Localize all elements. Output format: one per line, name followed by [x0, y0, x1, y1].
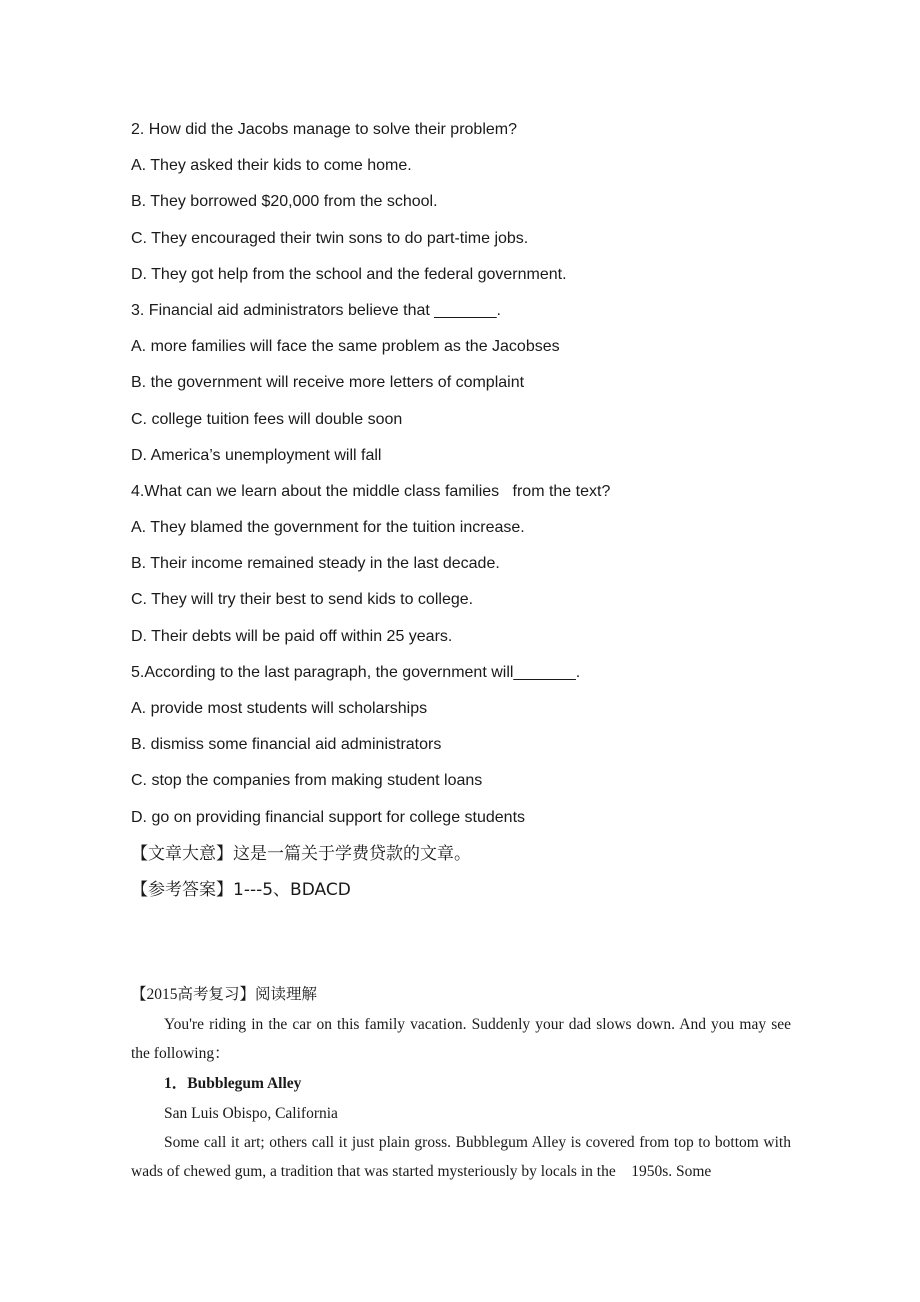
answer-option: D. They got help from the school and the federal government. [131, 265, 567, 283]
answer-option: A. provide most students will scholarships [131, 700, 428, 717]
answer-option: B. the government will receive more letters of complaint [131, 374, 525, 392]
answer-option: B. Their income remained steady in the last decade. [131, 555, 500, 573]
answer-option: B. They borrowed $20,000 from the school. [131, 193, 438, 211]
answer-option: A. more families will face the same problem as the Jacobses [131, 338, 560, 356]
question-stem: 2. How did the Jacobs manage to solve their problem? [131, 121, 517, 138]
answer-key: 【参考答案】1---5、BDACD [131, 879, 351, 900]
passage-intro: You're riding in the car on this family vacation. Suddenly your dad slows down. And you may see the following： [131, 1016, 791, 1062]
item-title: Bubblegum Alley [187, 1075, 302, 1092]
answer-option: A. They blamed the government for the tuition increase. [131, 519, 525, 537]
article-summary: 【文章大意】这是一篇关于学费贷款的文章。 [131, 843, 471, 864]
item-number: 1． [164, 1075, 188, 1092]
answer-option: C. college tuition fees will double soon [131, 410, 403, 428]
passage-body: Some call it art; others call it just plain gross. Bubblegum Alley is covered from top to bottom with wads of chewed gum, a tradition that was started mysteriously by locals in the 1950s. Some [131, 1134, 795, 1180]
question-stem: 3. Financial aid administrators believe that _______. [131, 301, 501, 319]
answer-option: C. stop the companies from making student loans [131, 772, 483, 790]
reading-passage [131, 980, 795, 1186]
passage-heading: 【2015高考复习】阅读理解 [131, 986, 318, 1003]
passage-item-title [131, 1068, 791, 1099]
question-stem: 4.What can we learn about the middle class families from the text? [131, 482, 611, 500]
item-location: San Luis Obispo, California [164, 1105, 338, 1122]
answer-option: C. They will try their best to send kids to college. [131, 591, 474, 609]
answer-option: D. go on providing financial support for college students [131, 808, 526, 826]
question-list [131, 112, 811, 908]
answer-option: A. They asked their kids to come home. [131, 157, 412, 175]
question-stem: 5.According to the last paragraph, the government will_______. [131, 663, 581, 681]
answer-option: D. Their debts will be paid off within 25 years. [131, 627, 453, 645]
answer-option: C. They encouraged their twin sons to do part-time jobs. [131, 229, 529, 247]
answer-option: B. dismiss some financial aid administrators [131, 736, 442, 754]
answer-option: D. America’s unemployment will fall [131, 446, 382, 464]
